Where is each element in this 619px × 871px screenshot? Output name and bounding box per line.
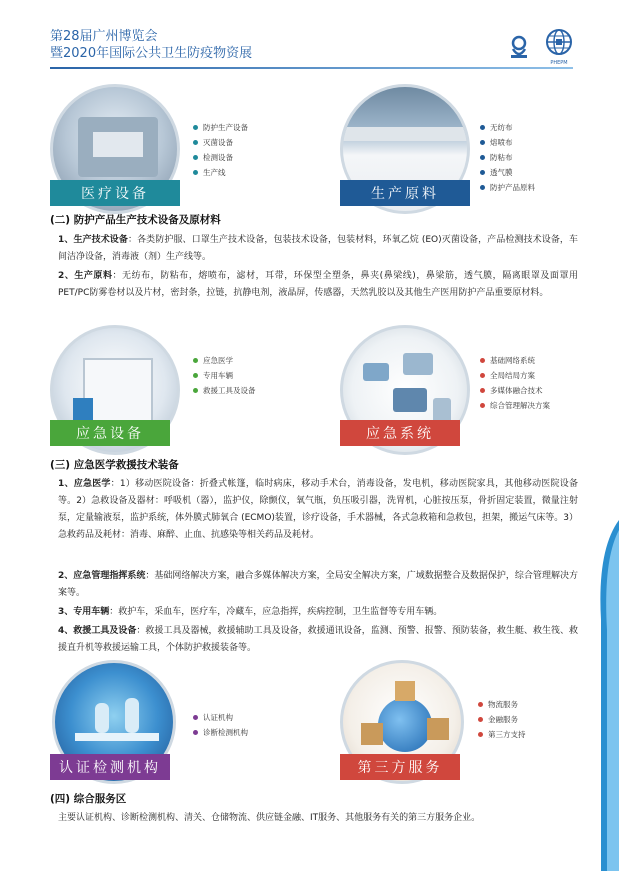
bullet-icon <box>193 155 198 160</box>
list-item: 防粘布 <box>480 150 535 165</box>
section-3-p3-label: 3、专用车辆 <box>58 607 110 617</box>
list-item: 诊断检测机构 <box>193 725 248 740</box>
emergency-system-banner <box>340 420 460 446</box>
header-line-2: 暨2020年国际公共卫生防疫物资展 <box>50 46 253 61</box>
third-party-title: 第三方服务 <box>357 760 443 776</box>
section-2-paragraph-2 <box>58 268 578 302</box>
section-4-paragraph-1: 主要认证机构、诊断检测机构、清关、仓储物流、供应链金融、IT服务、其他服务有关的第三方服务企业。 <box>58 813 481 823</box>
decorative-wave <box>595 520 619 871</box>
bullet-icon <box>480 403 485 408</box>
bullet-icon <box>478 702 483 707</box>
bullet-icon <box>478 732 483 737</box>
list-item: 基础网络系统 <box>480 353 550 368</box>
section-2-p2-text: ：无纺布，防粘布，熔喷布，滤材，耳带，环保型全塑条，鼻夹(鼻梁线)，鼻梁筋，透气膜，隔离眼罩及面罩用PET/PC防雾卷材以及片材，密封条，拉链，抗静电剂，液晶屏，传感器，天然乳胶以及其他生产医用防护产品重要原材料。 <box>58 271 579 298</box>
section-3-p1-label: 1、应急医学 <box>58 479 111 489</box>
third-party-banner <box>340 754 460 780</box>
list-item: 灭菌设备 <box>193 135 248 150</box>
list-item: 多媒体融合技术 <box>480 383 550 398</box>
certification-title: 认证检测机构 <box>59 760 161 776</box>
bullet-icon <box>193 170 198 175</box>
list-item: 生产线 <box>193 165 248 180</box>
section-2-p1-label: 1、生产技术设备 <box>58 235 128 245</box>
raw-materials-title: 生产原料 <box>371 186 439 202</box>
bullet-icon <box>193 388 198 393</box>
header-rule <box>50 67 573 69</box>
emergency-equipment-banner <box>50 420 170 446</box>
section-3-paragraph-4 <box>58 623 578 657</box>
bullet-icon <box>193 358 198 363</box>
section-2-title: (二) 防护产品生产技术设备及原材料 <box>50 214 221 226</box>
list-item: 检测设备 <box>193 150 248 165</box>
bullet-icon <box>193 373 198 378</box>
emergency-equipment-list <box>193 353 256 398</box>
list-item: 第三方支持 <box>478 727 526 742</box>
globe-logo-icon <box>545 28 573 56</box>
section-2-paragraph-1 <box>58 232 578 266</box>
bullet-icon <box>193 730 198 735</box>
list-item: 防护生产设备 <box>193 120 248 135</box>
section-3-p3-text: ：救护车，采血车，医疗车，冷藏车，应急指挥，疾病控制，卫生监督等专用车辆。 <box>109 607 443 617</box>
bullet-icon <box>480 125 485 130</box>
section-3-p2-label: 2、应急管理指挥系统 <box>58 571 146 581</box>
emergency-system-list <box>480 353 550 413</box>
list-item: 物流服务 <box>478 697 526 712</box>
phepm-label: PHEPM <box>550 60 568 66</box>
section-3-paragraph-2 <box>58 568 578 602</box>
list-item: 防护产品原料 <box>480 180 535 195</box>
raw-materials-banner <box>340 180 470 206</box>
header-logos <box>505 28 573 66</box>
section-3-title: (三) 应急医学救援技术装备 <box>50 459 179 471</box>
section-4-title: (四) 综合服务区 <box>50 793 127 805</box>
bullet-icon <box>480 388 485 393</box>
bullet-icon <box>480 140 485 145</box>
list-item: 熔喷布 <box>480 135 535 150</box>
medical-equipment-banner <box>50 180 180 206</box>
list-item: 应急医学 <box>193 353 256 368</box>
bullet-icon <box>193 715 198 720</box>
medical-equipment-list <box>193 120 248 180</box>
header-line-1: 第28届广州博览会 <box>50 29 158 44</box>
certification-banner <box>50 754 170 780</box>
phepm-logo <box>545 28 573 66</box>
bullet-icon <box>480 155 485 160</box>
list-item: 专用车辆 <box>193 368 256 383</box>
list-item: 综合管理解决方案 <box>480 398 550 413</box>
section-2-p2-label: 2、生产原料 <box>58 271 113 281</box>
raw-materials-list <box>480 120 535 195</box>
list-item: 认证机构 <box>193 710 248 725</box>
section-3-p1-text: ：1）移动医院设备：折叠式帐篷，临时病床，移动手术台，消毒设备，发电机，移动医院家具，其他移动医院设备等。2）急救设备及器材：呼吸机（器），监护仪，除颤仪，氧气瓶，负压吸引器，洗胃机，心脏按压泵，骨折固定装置，微量注射泵，定量输液泵，监护系统，体外膜式肺氧合 (ECMO)装置，诊疗设备，手术器械，各式急救箱和急救包，担架，搬运气床等。3）急救药品及耗材：消毒、麻醉、止血、抗感染等相关药品及耗材。 <box>58 479 578 540</box>
bullet-icon <box>480 185 485 190</box>
list-item: 金融服务 <box>478 712 526 727</box>
section-2-p1-text: ：各类防护服、口罩生产技术设备，包装技术设备，包装材料，环氧乙烷 (EO)灭菌设备，产品检测技术设备，车间洁净设备，消毒液（剂）生产线等。 <box>58 235 578 262</box>
emergency-system-title: 应急系统 <box>366 426 434 442</box>
list-item: 透气膜 <box>480 165 535 180</box>
section-3-p4-text: ：救援工具及器械，救援辅助工具及设备，救援通讯设备，监测、预警、报警、预防装备，救生艇、救生筏、救援直升机等救援运输工具，个体防护救援装备等。 <box>58 626 578 653</box>
section-3-p4-label: 4、救援工具及设备 <box>58 626 137 636</box>
bullet-icon <box>478 717 483 722</box>
list-item: 全局结局方案 <box>480 368 550 383</box>
bullet-icon <box>480 373 485 378</box>
bullet-icon <box>480 358 485 363</box>
bullet-icon <box>193 125 198 130</box>
list-item: 无纺布 <box>480 120 535 135</box>
header-title <box>50 28 252 62</box>
section-3-paragraph-3 <box>58 604 578 621</box>
certification-list <box>193 710 248 740</box>
medical-equipment-title: 医疗设备 <box>81 186 149 202</box>
section-3-paragraph-1 <box>58 476 578 544</box>
bullet-icon <box>193 140 198 145</box>
third-party-list <box>478 697 526 742</box>
section-3-p2-text: ：基础网络解决方案，融合多媒体解决方案，全局安全解决方案，广域数据整合及数据保护，综合管理解决方案等。 <box>58 571 578 598</box>
fair-logo-icon <box>505 33 533 61</box>
emergency-equipment-title: 应急设备 <box>76 426 144 442</box>
bullet-icon <box>480 170 485 175</box>
list-item: 救援工具及设备 <box>193 383 256 398</box>
